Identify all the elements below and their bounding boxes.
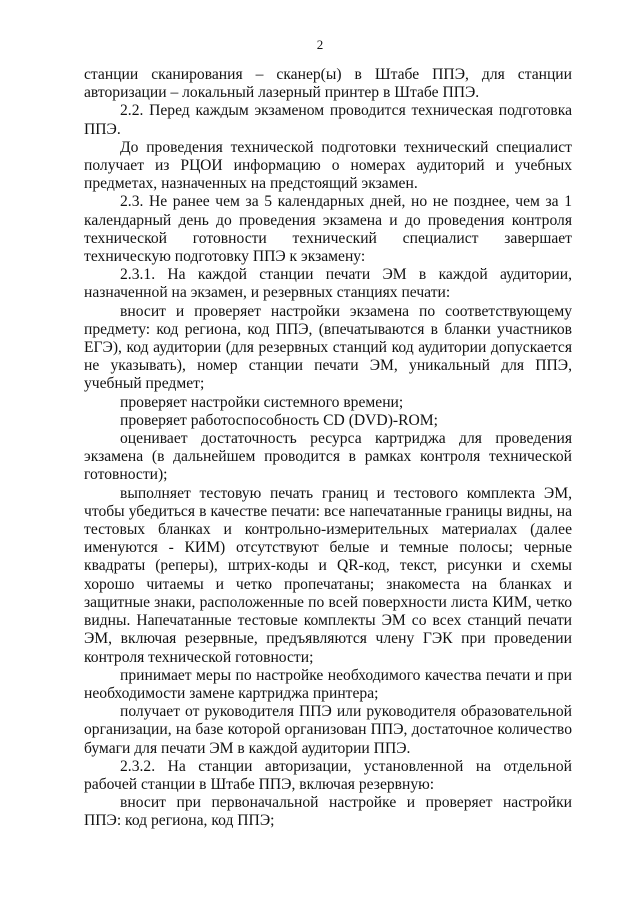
document-body (84, 66, 572, 831)
paragraph-2-3-1: 2.3.1. На каждой станции печати ЭМ в каждой аудитории, назначенной на экзамен, и резервных станциях печати: (84, 266, 572, 302)
paragraph-paper: получает от руководителя ППЭ или руководителя образовательной организации, на базе которой организован ППЭ, достаточное количество бумаги для печати ЭМ в каждой аудитории ППЭ. (84, 703, 572, 757)
paragraph-print-quality: принимает меры по настройке необходимого качества печати и при необходимости замене картриджа принтера; (84, 666, 572, 702)
paragraph-preparation-info: До проведения технической подготовки технический специалист получает из РЦОИ информацию о номерах аудиторий и учебных предметах, назначенных на предстоящий экзамен. (84, 138, 572, 193)
paragraph-continuation: станции сканирования – сканер(ы) в Штабе ППЭ, для станции авторизации – локальный лазерный принтер в Штабе ППЭ. (84, 66, 572, 102)
paragraph-cartridge: оценивает достаточность ресурса картриджа для проведения экзамена (в дальнейшем проводится в рамках контроля технической готовности); (84, 430, 572, 484)
paragraph-system-time: проверяет настройки системного времени; (120, 393, 404, 411)
paragraph-test-print: выполняет тестовую печать границ и тестового комплекта ЭМ, чтобы убедиться в качестве печати: все напечатанные границы видны, на тестовых бланках и контрольно-измерительных материалах (далее именуются - КИМ) отсутствуют белые и темные полосы; черные квадраты (реперы), штрих-коды и QR-код, текст, рисунки и схемы хорошо читаемы и четко пропечатаны; знакоместа на бланках и защитные знаки, расположенные по всей поверхности листа КИМ, четко видны. Напечатанные тестовые комплекты ЭМ со всех станций печати ЭМ, включая резервные, предъявляются члену ГЭК при проведении контроля технической готовности; (84, 484, 572, 666)
paragraph-cd-rom: проверяет работоспособность CD (DVD)-ROM; (120, 411, 438, 429)
paragraph-2-3: 2.3. Не ранее чем за 5 календарных дней, но не позднее, чем за 1 календарный день до проведения экзамена и до проведения контроля технической готовности технический специалист завершает техническую подготовку ППЭ к экзамену: (84, 193, 572, 266)
paragraph-authorization-settings: вносит при первоначальной настройке и проверяет настройки ППЭ: код региона, код ППЭ; (84, 794, 572, 830)
paragraph-exam-settings: вносит и проверяет настройки экзамена по соответствующему предмету: код региона, код ППЭ, (впечатываются в бланки участников ЕГЭ), код аудитории (для резервных станций код аудитории допускается не указывать), номер станции печати ЭМ, уникальный для ППЭ, учебный предмет; (84, 302, 572, 393)
paragraph-2-2: 2.2. Перед каждым экзаменом проводится техническая подготовка ППЭ. (84, 102, 572, 138)
paragraph-2-3-2: 2.3.2. На станции авторизации, установленной на отдельной рабочей станции в Штабе ППЭ, включая резервную: (84, 757, 572, 793)
page-number: 2 (316, 37, 324, 52)
